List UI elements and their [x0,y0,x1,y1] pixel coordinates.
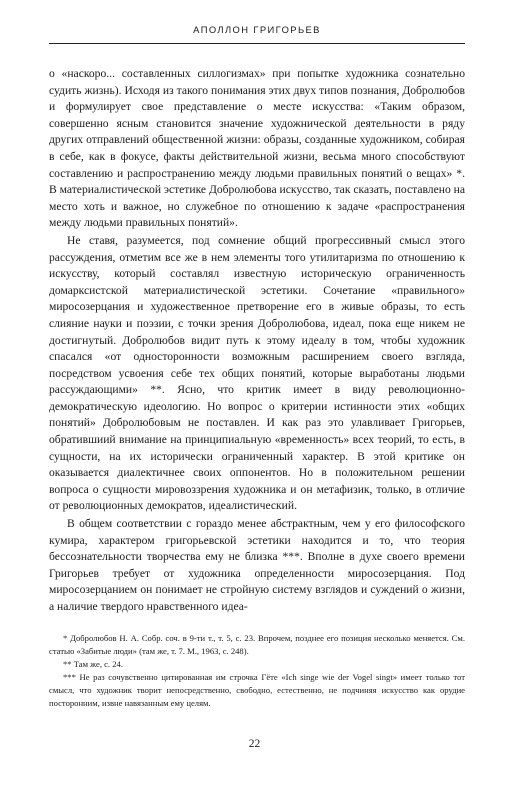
paragraph-2: Не ставя, разумеется, под сомнение общий прогрессивный смысл этого рассуждения, отметим все же в нем элементы того утилитаризма по отношению к искусству, который составлял известную историческую ограниченность домарксистской материалистической эстетики. Сочетание «правильного» миросозерцания и художественное претворение его в живые образы, то есть слияние науки и поэзии, с точки зрения Добролюбова, идеал, пока еще никем не достигнутый. Добролюбов видит путь к этому идеалу в том, чтобы художник спасался «от односторонности возможным расширением своего взгляда, посредством усвоения себе тех общих понятий, которые выработаны людьми рассуждающими» **. Ясно, что критик имеет в виду революционно-демократическую идеологию. Но вопрос о критерии истинности этих «общих понятий» Добролюбовым не поставлен. И как раз это улавливает Григорьев, обратившиий внимание на принципиальную «временность» всех теорий, то есть, в сущности, на их исторически ограниченный характер. В этой критике он оказывается диалектичнее своих оппонентов. Но в положительном решении вопроса о сущности мировоззрения художника и он метафизик, только, в отличие от революционных демократов, идеалистический. [49,233,465,513]
footnotes [49,632,465,710]
page-number: 22 [248,738,261,750]
paragraph-1: о «наскоро... составленных силлогизмах» при попытке художника сознательно судить жизнь). Исходя из такого понимания этих двух типов познания, Добролюбов и формулирует свое представление о месте искусства: «Таким образом, совершенно ясным становится значение художнической деятельности в ряду других отправлений общественной жизни: образы, созданные художником, собирая в себе, как в фокусе, факты действительной жизни, весьма много способствуют составлению и распространению между людьми правильных понятий о вещах» *. В материалистической эстетике Добролюбова искусство, так сказать, поставлено на место хоть и важное, но служебное по отношению к задаче «распространения между людьми правильных понятий». [49,67,465,230]
paragraph-3: В общем соответствии с гораздо менее абстрактным, чем у его философского кумира, характером григорьевской эстетики находится и то, что теория бессознательности творчества ему не близка ***. Вполне в духе своего времени Григорьев требует от художника определенности миросозерцания. Под миросозерцанием он понимает не стройную систему взглядов и суждений о жизни, а наличие твердого нравственного идеа- [49,517,465,613]
running-title: АПОЛЛОН ГРИГОРЬЕВ [193,24,321,35]
footnote-3: *** Не раз сочувственно цитированная им строчка Гёте «Ich singe wie der Vogel singt» имеет только тот смысл, что художник творит непосредственно, свободно, естественно, не подчиняя искусство как орудие посторонним, извне навязанным ему целям. [49,672,465,708]
header-rule [49,43,465,44]
footnote-2: ** Там же, с. 24. [63,659,123,669]
footnote-1: * Добролюбов Н. А. Собр. соч. в 9-ти т., т. 5, с. 23. Впрочем, позднее его позиция несколько меняется. См. статью «Забитые люди» (там же, т. 7. М., 1963, с. 248). [49,633,465,656]
main-text [49,66,465,616]
